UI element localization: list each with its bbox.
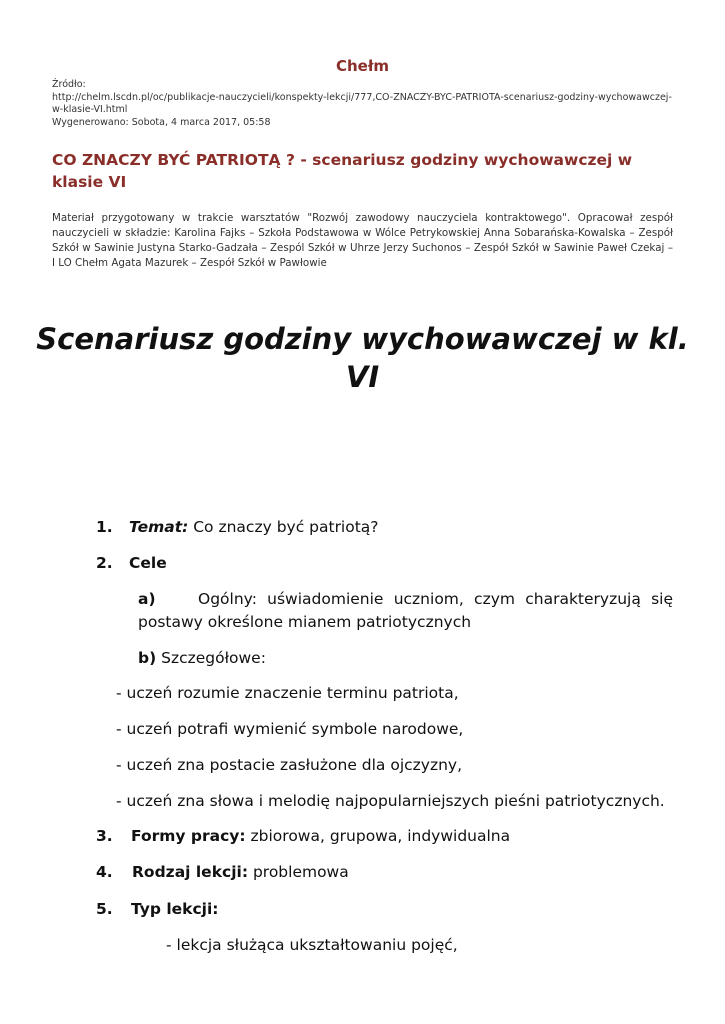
item-3-label: Formy pracy:	[131, 827, 246, 845]
generated-date: Wygenerowano: Sobota, 4 marca 2017, 05:58	[52, 116, 271, 128]
goal-a	[138, 588, 673, 634]
specific-goal: - uczeń potrafi wymienić symbole narodowe,	[116, 720, 464, 738]
source-label: Źródło:	[52, 79, 86, 90]
specific-goal: - uczeń rozumie znaczenie terminu patriota,	[116, 684, 459, 702]
item-2-label: Cele	[129, 554, 167, 572]
item-1-label: Temat:	[129, 518, 189, 536]
goal-b-text: Szczegółowe:	[156, 649, 266, 667]
site-title: Chełm	[335, 57, 390, 75]
lesson-type: - lekcja służąca ukształtowaniu pojęć,	[166, 936, 458, 954]
document-title: CO ZNACZY BYĆ PATRIOTĄ ? - scenariusz godziny wychowawczej w klasie VI	[52, 151, 633, 191]
item-3	[131, 827, 510, 845]
item-2-number: 2.	[96, 554, 113, 572]
source-meta	[52, 79, 673, 129]
item-1	[129, 518, 379, 536]
goal-a-label: a)	[138, 590, 156, 608]
item-3-text: zbiorowa, grupowa, indywidualna	[245, 827, 511, 845]
item-5-label: Typ lekcji:	[131, 900, 219, 918]
item-4-label: Rodzaj lekcji:	[132, 863, 249, 881]
goal-b	[138, 649, 266, 667]
item-3-number: 3.	[96, 827, 113, 845]
item-4	[132, 863, 349, 881]
scenario-heading: Scenariusz godziny wychowawczej w kl. VI	[36, 322, 689, 394]
item-5-number: 5.	[96, 900, 113, 918]
specific-goal: - uczeń zna postacie zasłużone dla ojczyzny,	[116, 756, 463, 774]
item-4-number: 4.	[96, 863, 113, 881]
goal-b-label: b)	[138, 649, 157, 667]
specific-goal: - uczeń zna słowa i melodię najpopularniejszych pieśni patriotycznych.	[116, 792, 665, 810]
item-4-text: problemowa	[248, 863, 349, 881]
intro-paragraph: Materiał przygotowany w trakcie warsztatów "Rozwój zawodowy nauczyciela kontraktowego". Opracował zespół nauczycieli w składzie: Karolina Fajks – Szkoła Podstawowa w Wólce Petrykowskiej Anna Sobarańska-Kowalska – Zespół Szkół w Sawinie Justyna Starko-Gadzała – Zespól Szkół w Uhrze Jerzy Suchonos – Zespół Szkół w Sawinie Paweł Czekaj – I LO Chełm Agata Mazurek – Zespół Szkół w Pawłowie	[52, 212, 673, 269]
source-url[interactable]: http://chelm.lscdn.pl/oc/publikacje-nauczycieli/konspekty-lekcji/777,CO-ZNACZY-BYC-PATRIOTA-scenariusz-godziny-wychowawczej-w-klasie-VI.html	[52, 91, 672, 115]
item-1-text: Co znaczy być patriotą?	[188, 518, 379, 536]
goal-a-text: Ogólny: uświadomienie uczniom, czym charakteryzują się postawy określone mianem patriotycznych	[138, 590, 673, 631]
item-1-number: 1.	[96, 518, 113, 536]
